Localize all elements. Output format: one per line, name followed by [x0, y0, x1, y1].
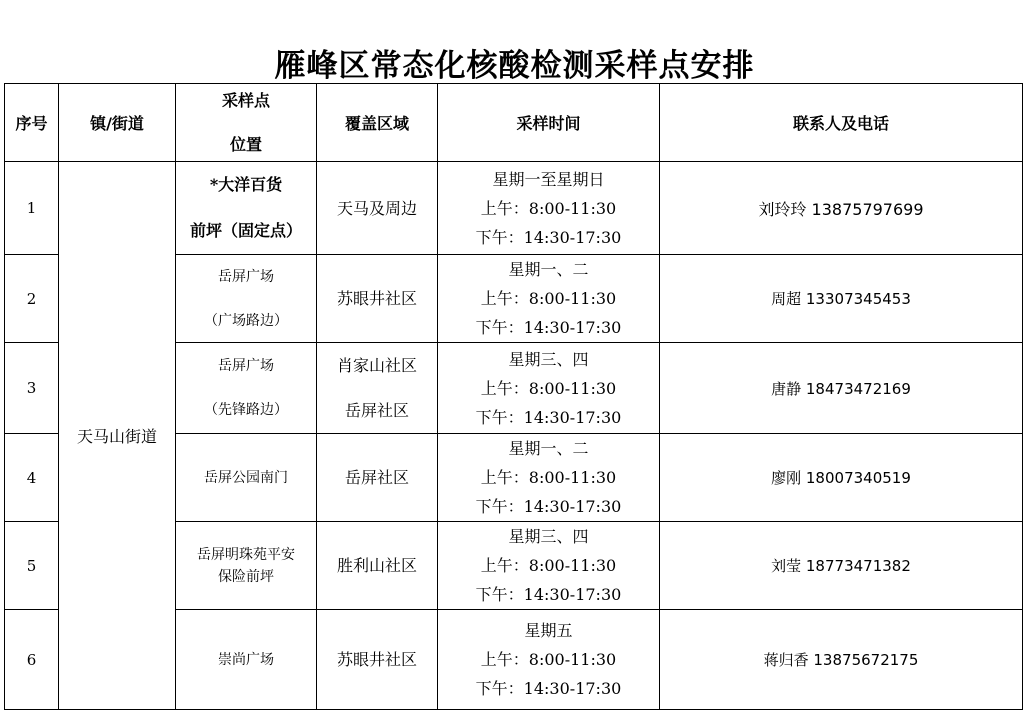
contact-cell: 蒋归香 13875672175 — [660, 610, 1023, 710]
time-am: 上午：8:00-11:30 — [480, 289, 617, 308]
area-cell — [317, 162, 438, 255]
time-pm: 下午：14:30-17:30 — [475, 497, 622, 516]
time-pm: 下午：14:30-17:30 — [475, 679, 622, 698]
row-seq: 3 — [5, 343, 59, 434]
header-area: 覆盖区域 — [317, 84, 438, 162]
site-cell — [176, 343, 317, 434]
header-site — [176, 84, 317, 162]
header-contact: 联系人及电话 — [660, 84, 1023, 162]
area-cell — [317, 255, 438, 343]
area-line: 肖家山社区 — [336, 356, 417, 375]
site-cell — [176, 522, 317, 610]
time-am: 上午：8:00-11:30 — [480, 468, 617, 487]
time-days: 星期一、二 — [508, 260, 589, 279]
time-days: 星期三、四 — [508, 349, 589, 369]
contact-cell: 廖刚 18007340519 — [660, 434, 1023, 522]
page-title: 雁峰区常态化核酸检测采样点安排 — [274, 48, 755, 84]
time-cell — [438, 343, 660, 434]
site-line: 前坪（固定点） — [189, 221, 302, 240]
area-cell — [317, 522, 438, 610]
schedule-table — [4, 83, 1023, 710]
row-seq: 2 — [5, 255, 59, 343]
time-cell — [438, 610, 660, 710]
time-am: 上午：8:00-11:30 — [480, 556, 617, 575]
time-am: 上午：8:00-11:30 — [480, 198, 617, 218]
site-line: *大洋百货 — [209, 175, 283, 194]
time-cell — [438, 255, 660, 343]
site-cell — [176, 434, 317, 522]
town-cell: 天马山街道 — [59, 162, 176, 710]
area-line: 岳屏社区 — [344, 468, 409, 487]
area-cell — [317, 343, 438, 434]
row-seq: 1 — [5, 162, 59, 255]
site-line: 崇尚广场 — [218, 651, 274, 668]
time-am: 上午：8:00-11:30 — [480, 650, 617, 669]
time-cell — [438, 522, 660, 610]
row-seq: 6 — [5, 610, 59, 710]
time-days: 星期一、二 — [508, 439, 589, 458]
contact-cell: 刘玲玲 13875797699 — [660, 162, 1023, 255]
time-pm: 下午：14:30-17:30 — [475, 318, 622, 337]
contact-cell: 周超 13307345453 — [660, 255, 1023, 343]
contact-cell: 唐静 18473472169 — [660, 343, 1023, 434]
header-seq: 序号 — [5, 84, 59, 162]
site-cell — [176, 255, 317, 343]
time-pm: 下午：14:30-17:30 — [475, 227, 622, 247]
time-cell — [438, 434, 660, 522]
time-pm: 下午：14:30-17:30 — [475, 407, 622, 427]
area-cell — [317, 434, 438, 522]
header-town: 镇/街道 — [59, 84, 176, 162]
area-line: 苏眼井社区 — [336, 650, 417, 669]
site-line: 岳屏广场 — [218, 358, 274, 374]
site-line: 保险前坪 — [218, 568, 274, 585]
row-seq: 5 — [5, 522, 59, 610]
site-line: （先锋路边） — [204, 402, 288, 418]
contact-cell: 刘莹 18773471382 — [660, 522, 1023, 610]
time-cell — [438, 162, 660, 255]
area-line: 岳屏社区 — [344, 401, 409, 420]
header-time: 采样时间 — [438, 84, 660, 162]
row-seq: 4 — [5, 434, 59, 522]
site-cell — [176, 610, 317, 710]
header-site-line2: 位置 — [229, 134, 262, 154]
area-line: 苏眼井社区 — [336, 289, 417, 308]
site-line: 岳屏明珠苑平安 — [197, 546, 295, 563]
time-am: 上午：8:00-11:30 — [480, 378, 617, 398]
site-cell — [176, 162, 317, 255]
area-line: 胜利山社区 — [336, 556, 417, 575]
header-site-line1: 采样点 — [221, 90, 270, 110]
site-line: （广场路边） — [204, 312, 288, 329]
time-pm: 下午：14:30-17:30 — [475, 585, 622, 604]
table-header-row — [5, 84, 1023, 162]
table-row — [5, 162, 1023, 255]
time-days: 星期五 — [524, 621, 573, 640]
site-line: 岳屏广场 — [218, 268, 274, 285]
site-line: 岳屏公园南门 — [204, 469, 288, 486]
area-line: 天马及周边 — [336, 198, 417, 218]
area-cell — [317, 610, 438, 710]
time-days: 星期一至星期日 — [492, 169, 605, 189]
time-days: 星期三、四 — [508, 527, 589, 546]
